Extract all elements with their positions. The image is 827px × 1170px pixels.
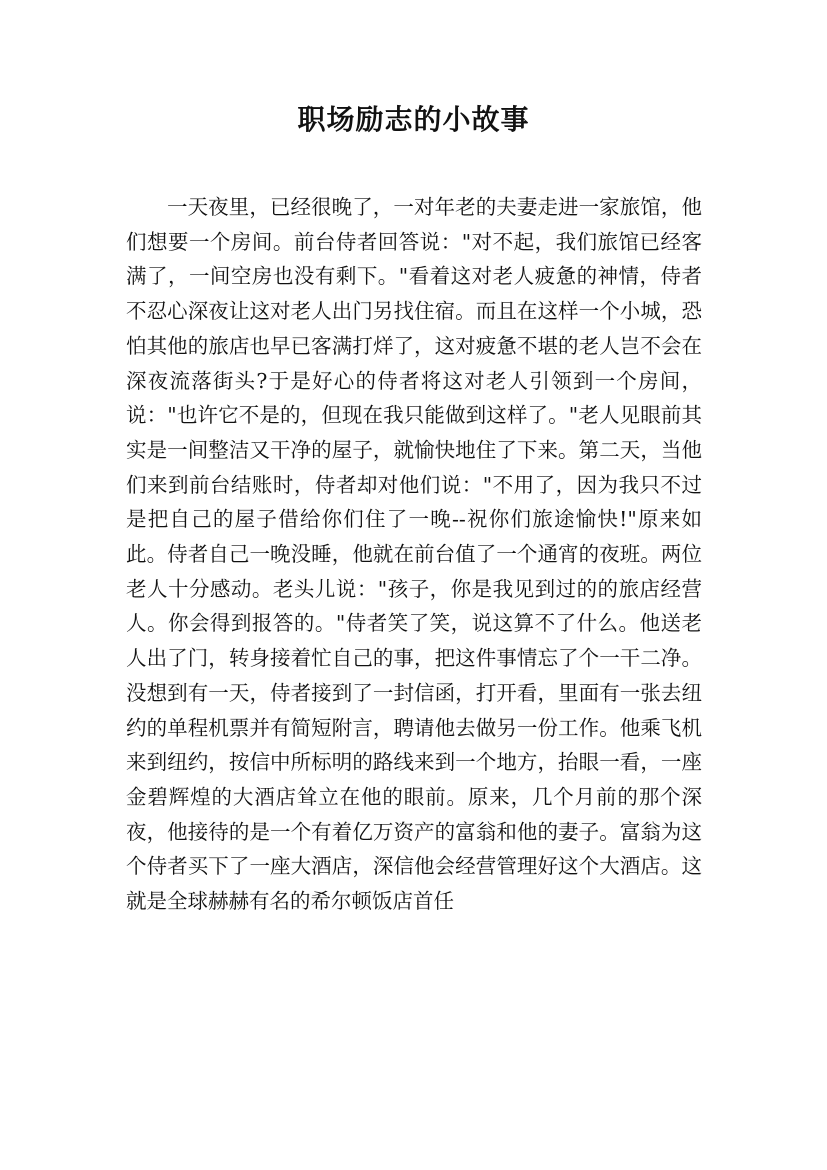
document-title: 职场励志的小故事 [297, 103, 530, 136]
story-paragraph: 一天夜里，已经很晚了，一对年老的夫妻走进一家旅馆，他们想要一个房间。前台侍者回答说："对不起，我们旅馆已经客满了，一间空房也没有剩下。"看着这对老人疲惫的神情，侍者不忍心深夜让这对老人出门另找住宿。而且在这样一个小城，恐怕其他的旅店也早已客满打烊了，这对疲惫不堪的老人岂不会在深夜流落街头?于是好心的侍者将这对老人引领到一个房间，说："也许它不是的，但现在我只能做到这样了。"老人见眼前其实是一间整洁又干净的屋子，就愉快地住了下来。第二天，当他们来到前台结账时，侍者却对他们说："不用了，因为我只不过是把自己的屋子借给你们住了一晚--祝你们旅途愉快!"原来如此。侍者自己一晚没睡，他就在前台值了一个通宵的夜班。两位老人十分感动。老头儿说："孩子，你是我见到过的的旅店经营人。你会得到报答的。"侍者笑了笑，说这算不了什么。他送老人出了门，转身接着忙自己的事，把这件事情忘了个一干二净。没想到有一天，侍者接到了一封信函，打开看，里面有一张去纽约的单程机票并有简短附言，聘请他去做另一份工作。他乘飞机来到纽约，按信中所标明的路线来到一个地方，抬眼一看，一座金碧辉煌的大酒店耸立在他的眼前。原来，几个月前的那个深夜，他接待的是一个有着亿万资产的富翁和他的妻子。富翁为这个侍者买下了一座大酒店，深信他会经营管理好这个大酒店。这就是全球赫赫有名的希尔顿饭店首任 [126, 195, 702, 914]
